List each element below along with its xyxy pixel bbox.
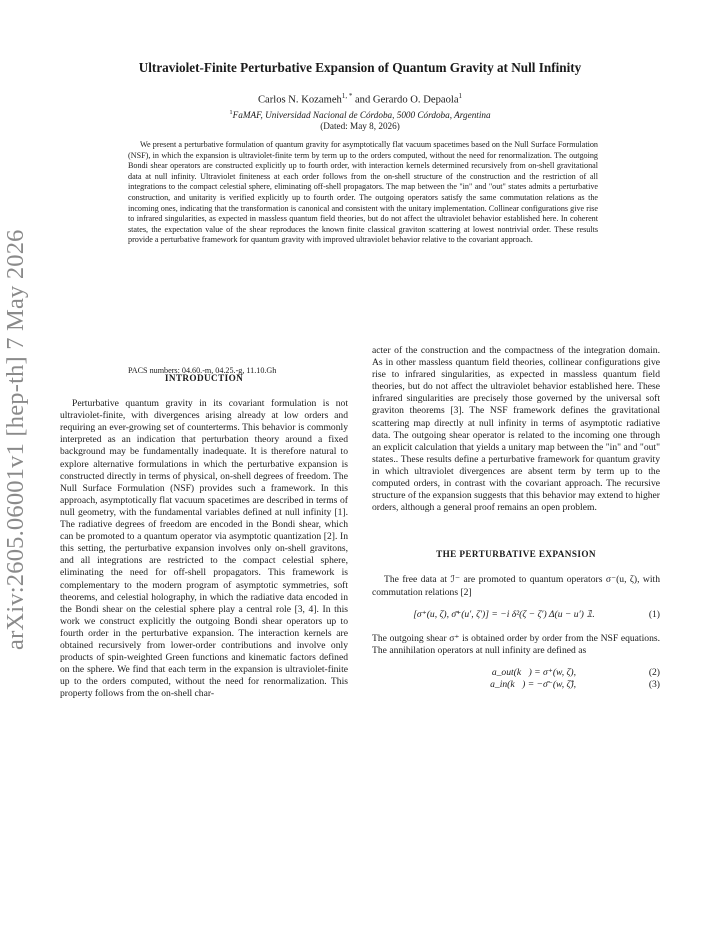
author-affiliation-marker[interactable]: 1, * xyxy=(341,92,353,100)
equation-2-body: a_out(k⃗) = σ⁺(w, ζ), xyxy=(491,666,576,678)
equation-3-body: a_in(k⃗) = −σ̄⁻(w, ζ̂), xyxy=(490,678,576,690)
affiliation-marker: 1 xyxy=(229,109,233,116)
arxiv-identifier-stamp[interactable]: arXiv:2605.06001v1 [hep-th] 7 May 2026 xyxy=(2,229,29,650)
section-heading-perturbative-expansion: THE PERTURBATIVE EXPANSION xyxy=(436,549,596,560)
equation-1 xyxy=(372,609,660,621)
introduction-paragraph: Perturbative quantum gravity in its covariant formulation is not ultraviolet-finite, with divergences arising already at low orders and requiring an ever-growing set of counterterms. This behavior is commonly interpreted as an indication that perturbation theory around a fixed background may be fundamentally inadequate. It is therefore natural to explore alternative formulations in which the perturbative expansion is constructed directly in terms of physical, on-shell degrees of freedom. The Null Surface Formulation (NSF) provides such a framework. In this approach, asymptotically flat vacuum spacetimes are described in terms of null geometry, with the fundamental variables defined at null infinity [1]. The radiative degrees of freedom are encoded in the Bondi shear, which can be promoted to a quantum operator via asymptotic quantization [2]. In this setting, the perturbative expansion involves only on-shell gravitons, and all integrations are restricted to the compact celestial sphere, eliminating the need for off-shell propagators. This framework is complementary to the modern program of asymptotic symmetries, soft theorems, and celestial holography, in which the radiative data encoded in the Bondi shear on the celestial sphere play a central role [3, 4]. In this work we construct explicitly the outgoing Bondi shear operators up to fourth order in the perturbative expansion. The interaction kernels are obtained recursively from lower-order contributions and involve only products of spin-weighted Green functions and kinematic factors defined on the sphere. We find that each term in the expansion is ultraviolet-finite up to the orders computed, without the need for renormalization. This property follows from the on-shell char- xyxy=(60,398,348,700)
section-heading-introduction: INTRODUCTION xyxy=(164,373,244,383)
right-column xyxy=(372,345,660,691)
paper-title: Ultraviolet-Finite Perturbative Expansion of Quantum Gravity at Null Infinity xyxy=(138,60,582,75)
equation-1-body: [σ⁺(u, ζ), σ̄⁺(u′, ζ′)] = −i δ²(ζ − ζ′) Δ(u − u′) 𝟙. xyxy=(413,608,595,620)
date-line: (Dated: May 8, 2026) xyxy=(320,121,400,131)
pacs-numbers: PACS numbers: 04.60.-m, 04.25.-g, 11.10.Gh xyxy=(128,366,277,375)
equation-3-number[interactable]: (3) xyxy=(648,678,660,690)
author-conjunction: and xyxy=(352,94,373,106)
perturbative-paragraph-1: The free data at ℐ⁻ are promoted to quantum operators σ⁻(u, ζ), with commutation relations [2] xyxy=(372,574,660,598)
equation-2-number[interactable]: (2) xyxy=(648,666,660,678)
author-line xyxy=(60,92,660,106)
author-name: Carlos N. Kozameh xyxy=(257,94,342,106)
perturbative-paragraph-2: The outgoing shear σ⁺ is obtained order by order from the NSF equations. The annihilation operators at null infinity are defined as xyxy=(372,632,660,656)
author-affiliation-marker[interactable]: 1 xyxy=(458,92,463,100)
affiliation xyxy=(60,109,660,120)
introduction-continuation: acter of the construction and the compactness of the integration domain. As in other massless quantum field theories, collinear configurations give rise to infrared singularities, as expected in massless quantum field theories, but do not affect the ultraviolet behavior established here. These infrared singularities are precisely those governed by the universal soft graviton theorems [3]. The NSF framework defines the gravitational scattering map directly at null infinity in terms of asymptotic radiative data. The outgoing shear operator is related to the incoming one through an explicit calculation that yields a unitary map between the "in" and "out" states.. These results define a perturbative framework for quantum gravity in which ultraviolet divergences are absent term by term up to the computed orders, in contrast with the covariant approach. The recursive structure of the expansion suggests that this behavior may extend to higher orders, although a general proof remains an open problem. xyxy=(372,345,660,514)
author-name: Gerardo O. Depaola xyxy=(372,94,459,106)
equation-1-number[interactable]: (1) xyxy=(648,608,660,620)
equation-3 xyxy=(372,679,660,691)
affiliation-text: FaMAF, Universidad Nacional de Córdoba, 5000 Córdoba, Argentina xyxy=(232,110,491,121)
left-column xyxy=(60,372,348,700)
equation-2 xyxy=(372,667,660,679)
abstract: We present a perturbative formulation of quantum gravity for asymptotically flat vacuum spacetimes based on the Null Surface Formulation (NSF), in which the expansion is ultraviolet-finite term by term up to the orders computed, without the need for renormalization. The outgoing Bondi shear operators are constructed explicitly up to fourth order, with interaction kernels determined recursively from on-shell gravitational data at null infinity. Ultraviolet finiteness at each order follows from the on-shell structure of the construction and the restriction of all integrations to the compact celestial sphere, eliminating off-shell propagators. The map between the "in" and "out" states admits a perturbative construction, and unitarity is verified explicitly up to fourth order. The outgoing operators satisfy the same commutation relations as the incoming ones, indicating that the transformation is canonical and consistent with the unitary implementation. Collinear configurations give rise to infrared singularities, as expected in massless quantum field theories, but do not affect the ultraviolet behavior established here. In coherent states, the expectation value of the shear reproduces the known finite classical graviton scattering at lowest nontrivial order. These results provide a perturbative framework for quantum gravity with improved ultraviolet behavior relative to the covariant approach. xyxy=(128,140,598,245)
